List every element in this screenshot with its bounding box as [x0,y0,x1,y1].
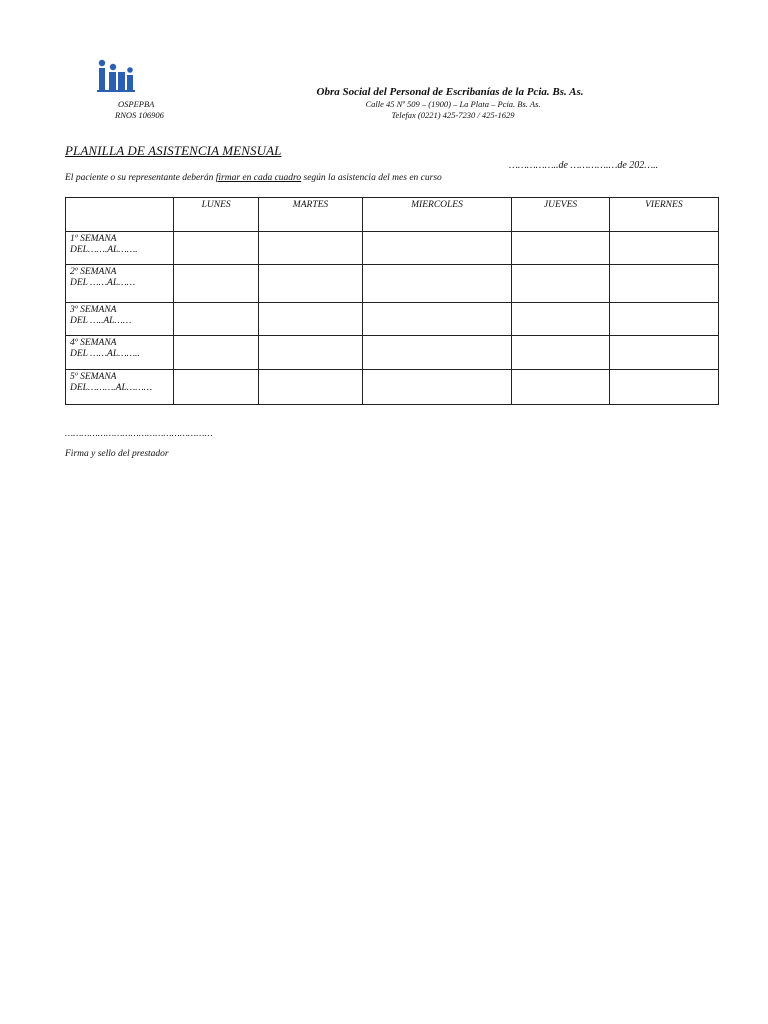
signature-cell[interactable] [362,265,512,303]
table-row [66,303,719,336]
signature-cell[interactable] [609,370,718,405]
signature-cell[interactable] [362,232,512,265]
header-martes: MARTES [259,198,362,232]
week-label-cell [66,303,174,336]
signature-cell[interactable] [609,265,718,303]
org-address: Calle 45 Nº 509 – (1900) – La Plata – Pcia. Bs. As. [365,99,541,109]
date-line[interactable]: ……………..de ………….…de 202….. [509,160,659,171]
week-label: 3º SEMANA [70,305,117,315]
signature-cell[interactable] [174,303,259,336]
signature-label: Firma y sello del prestador [65,449,169,459]
week-label: 2º SEMANA [70,267,117,277]
signature-cell[interactable] [259,370,362,405]
org-address-block [0,99,768,121]
org-code: OSPEPBA [118,99,155,109]
table-row [66,232,719,265]
signature-cell[interactable] [512,232,609,265]
instruction-post: según la asistencia del mes en curso [301,173,442,183]
signature-cell[interactable] [174,370,259,405]
table-row [66,265,719,303]
signature-cell[interactable] [362,370,512,405]
week-range: DEL …..AL…… [70,316,132,326]
week-range: DEL……….AL……… [70,383,153,393]
document-title: PLANILLA DE ASISTENCIA MENSUAL [65,143,282,158]
signature-cell[interactable] [259,232,362,265]
signature-cell[interactable] [512,303,609,336]
week-label-cell [66,370,174,405]
week-label: 1º SEMANA [70,234,117,244]
signature-cell[interactable] [609,232,718,265]
table-row [66,336,719,370]
instruction-pre: El paciente o su representante deberán [65,173,216,183]
header-jueves: JUEVES [512,198,609,232]
header-miercoles: MIERCOLES [362,198,512,232]
week-label-cell [66,232,174,265]
signature-cell[interactable] [512,265,609,303]
signature-line[interactable]: ……………………………………………… [65,428,213,438]
signature-cell[interactable] [259,265,362,303]
signature-cell[interactable] [512,336,609,370]
week-range: DEL…….AL……. [70,245,138,255]
table-row [66,370,719,405]
signature-cell[interactable] [609,336,718,370]
week-label-cell [66,265,174,303]
week-label-cell [66,336,174,370]
instruction-emphasis: firmar en cada cuadro [215,173,302,183]
instruction-text [65,173,442,183]
signature-cell[interactable] [362,303,512,336]
week-range: DEL ……AL…… [70,278,136,288]
week-range: DEL ……AL…….. [70,349,140,359]
org-title: Obra Social del Personal de Escribanías de la Pcia. Bs. As. [316,86,584,98]
signature-cell[interactable] [362,336,512,370]
signature-cell[interactable] [174,232,259,265]
signature-cell[interactable] [259,336,362,370]
attendance-table [65,197,719,405]
week-label: 4º SEMANA [70,338,117,348]
signature-cell[interactable] [174,336,259,370]
signature-cell[interactable] [259,303,362,336]
signature-cell[interactable] [174,265,259,303]
org-phone: Telefax (0221) 425-7230 / 425-1629 [391,110,515,120]
table-header-row [66,198,719,232]
header-viernes: VIERNES [609,198,718,232]
rnos-number: RNOS 106906 [115,110,164,120]
header-lunes: LUNES [174,198,259,232]
signature-cell[interactable] [609,303,718,336]
week-label: 5º SEMANA [70,372,117,382]
signature-cell[interactable] [512,370,609,405]
corner-cell [66,198,174,232]
